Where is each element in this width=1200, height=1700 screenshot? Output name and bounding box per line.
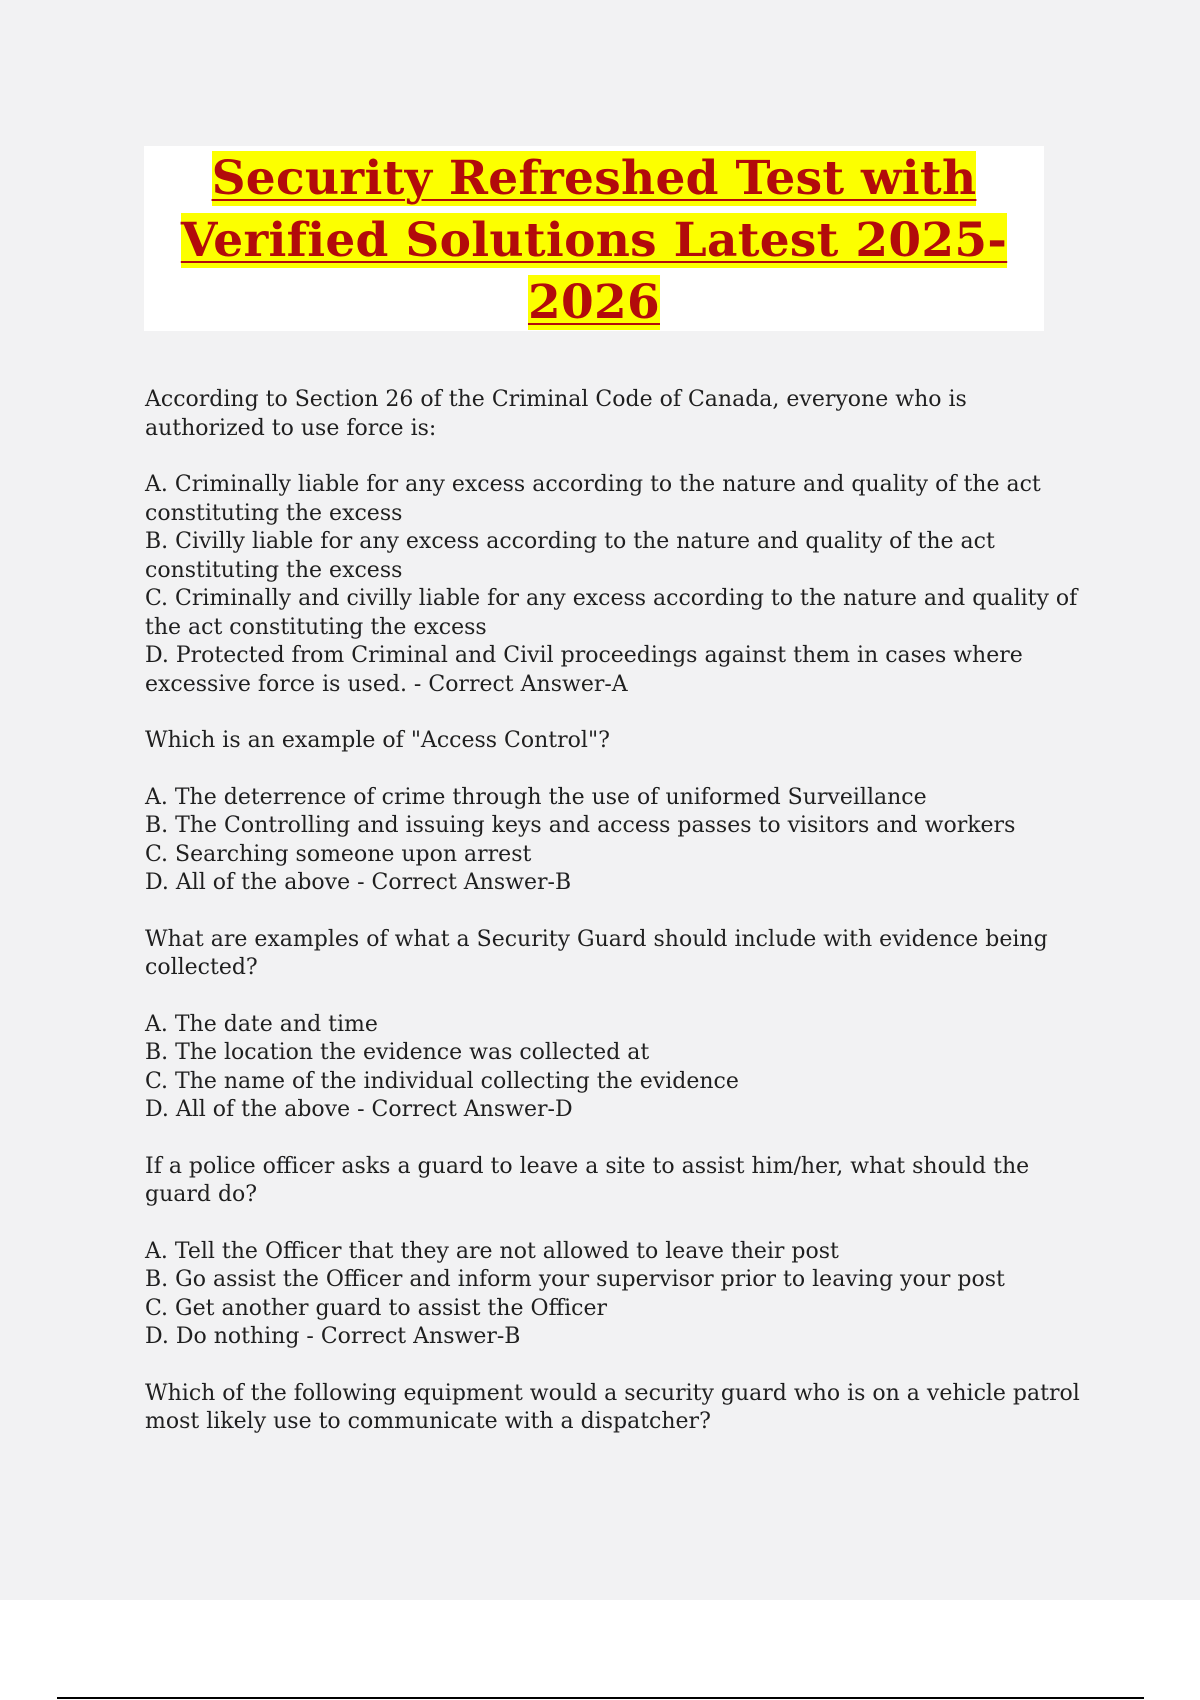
answer-option: D. Do nothing - Correct Answer-B xyxy=(145,1324,521,1349)
question-block xyxy=(145,926,1085,1125)
question-list xyxy=(145,386,1085,1437)
answer-option: B. The Controlling and issuing keys and access passes to visitors and workers xyxy=(145,813,1016,838)
question-text: Which is an example of "Access Control"? xyxy=(145,728,610,753)
question-text: If a police officer asks a guard to leave a site to assist him/her, what should the guard do? xyxy=(145,1153,1030,1207)
document-title xyxy=(144,146,1044,334)
answer-option: D. All of the above - Correct Answer-D xyxy=(145,1097,573,1122)
question-block xyxy=(145,386,1085,699)
answer-options xyxy=(145,471,1085,699)
answer-option: C. The name of the individual collecting the evidence xyxy=(145,1068,739,1094)
answer-option: C. Searching someone upon arrest xyxy=(145,841,532,867)
answer-options xyxy=(145,1011,1085,1125)
answer-option: C. Get another guard to assist the Officer xyxy=(145,1295,608,1321)
answer-option: A. Criminally liable for any excess according to the nature and quality of the act constituting the excess xyxy=(145,472,1041,526)
document-title-text: Security Refreshed Test with Verified Solutions Latest 2025-2026 xyxy=(180,151,1008,330)
question-block xyxy=(145,1153,1085,1352)
answer-options xyxy=(145,1238,1085,1352)
answer-option: C. Criminally and civilly liable for any excess according to the nature and quality of the act constituting the excess xyxy=(145,586,1078,640)
question-block xyxy=(145,1380,1085,1437)
answer-option: D. All of the above - Correct Answer-B xyxy=(145,870,572,895)
question-text: According to Section 26 of the Criminal Code of Canada, everyone who is authorized to use force is: xyxy=(145,387,967,441)
answer-option: B. Go assist the Officer and inform your supervisor prior to leaving your post xyxy=(145,1267,1005,1292)
answer-option: B. The location the evidence was collected at xyxy=(145,1040,650,1065)
question-block xyxy=(145,727,1085,898)
answer-option: A. Tell the Officer that they are not allowed to leave their post xyxy=(145,1238,839,1264)
footer-rule xyxy=(57,1697,1144,1699)
answer-option: D. Protected from Criminal and Civil proceedings against them in cases where excessive force is used. - Correct Answer-A xyxy=(145,643,1023,697)
question-text: What are examples of what a Security Guard should include with evidence being collected? xyxy=(145,926,1048,980)
answer-options xyxy=(145,784,1085,898)
title-box xyxy=(144,146,1044,331)
answer-option: B. Civilly liable for any excess according to the nature and quality of the act constituting the excess xyxy=(145,529,995,583)
question-text: Which of the following equipment would a security guard who is on a vehicle patrol most likely use to communicate with a dispatcher? xyxy=(145,1380,1080,1434)
answer-option: A. The deterrence of crime through the use of uniformed Surveillance xyxy=(145,784,927,810)
answer-option: A. The date and time xyxy=(145,1011,378,1037)
